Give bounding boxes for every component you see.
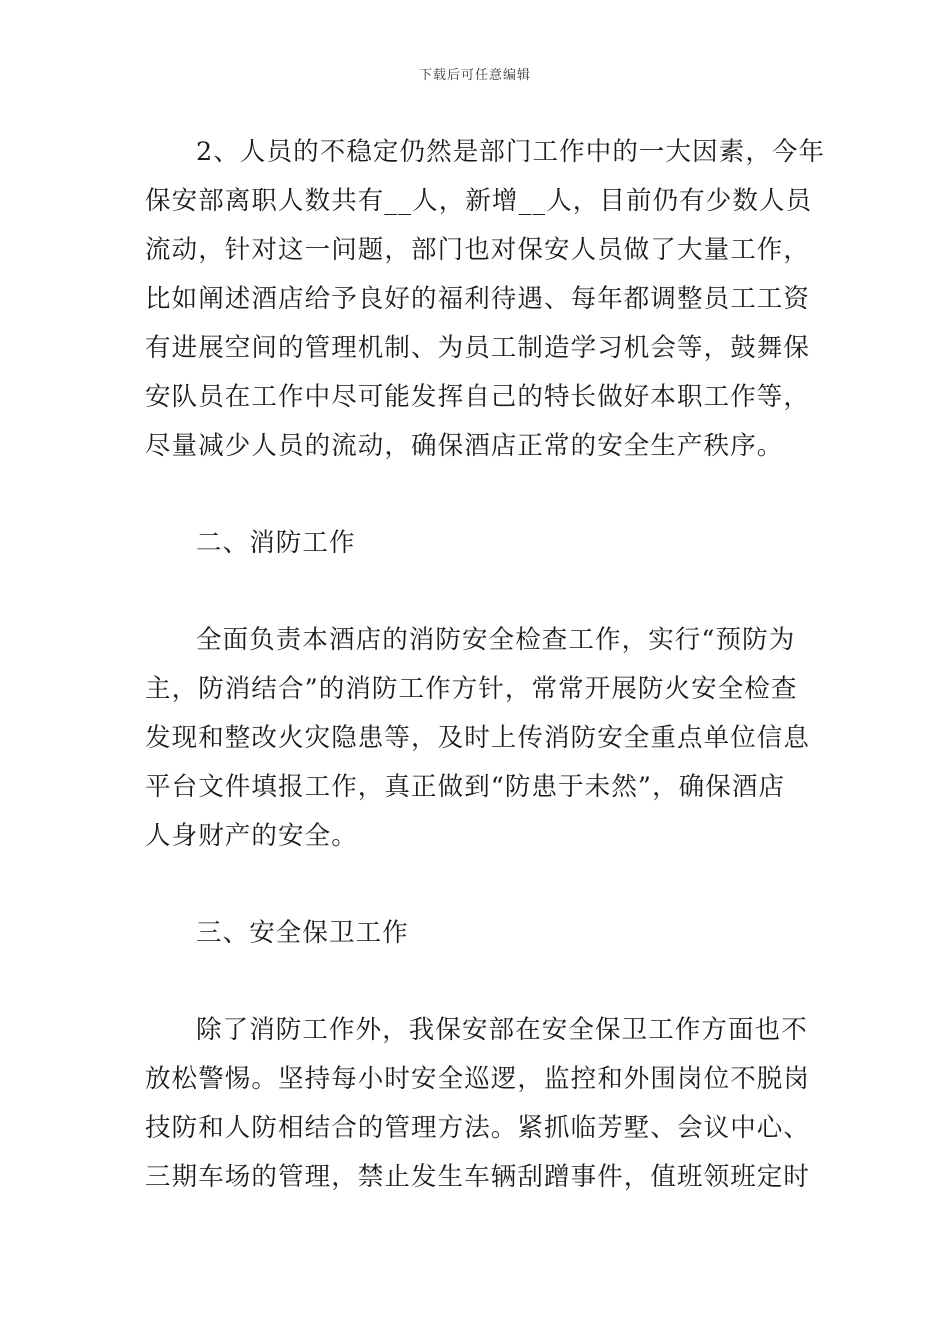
paragraph-fire-safety — [145, 616, 810, 861]
text-line: 安队员在工作中尽可能发挥自己的特长做好本职工作等， — [145, 382, 811, 412]
paragraph-security — [145, 1006, 810, 1202]
text-line: 尽量减少人员的流动，确保酒店正常的安全生产秩序。 — [145, 431, 784, 461]
paragraph-gap — [145, 471, 810, 519]
text-line: 除了消防工作外，我保安部在安全保卫工作方面也不 — [196, 1015, 808, 1045]
text-line: 比如阐述酒店给予良好的福利待遇、每年都调整员工工资 — [145, 284, 811, 314]
paragraph-gap — [145, 861, 810, 909]
paragraph-gap — [145, 568, 810, 616]
text-line: 三期车场的管理，禁止发生车辆刮蹭事件，值班领班定时 — [145, 1162, 811, 1192]
heading-text: 三、安全保卫工作 — [196, 918, 409, 948]
text-line: 放松警惕。坚持每小时安全巡逻，监控和外围岗位不脱岗 — [145, 1064, 811, 1094]
paragraph-staff-stability — [145, 128, 826, 471]
page-header: 下载后可任意编辑 — [418, 68, 531, 83]
text-line: 技防和人防相结合的管理方法。紧抓临芳墅、会议中心、 — [145, 1113, 811, 1143]
text-line: 发现和整改火灾隐患等，及时上传消防安全重点单位信息 — [145, 723, 811, 753]
text-line: 平台文件填报工作，真正做到“防患于未然”，确保酒店 — [145, 772, 786, 802]
paragraph-gap — [145, 958, 810, 1006]
text-line: 2、人员的不稳定仍然是部门工作中的一大因素，今年 — [196, 137, 826, 167]
section-heading-security — [145, 909, 810, 958]
heading-text: 二、消防工作 — [196, 528, 356, 558]
text-line: 主，防消结合”的消防工作方针，常常开展防火安全检查 — [145, 674, 798, 704]
text-line: 人身财产的安全。 — [145, 821, 358, 851]
text-line: 全面负责本酒店的消防安全检查工作，实行“预防为 — [196, 625, 796, 655]
section-heading-fire-safety — [145, 519, 810, 568]
text-line: 流动，针对这一问题，部门也对保安人员做了大量工作， — [145, 235, 811, 265]
text-line: 保安部离职人数共有__人，新增__人，目前仍有少数人员 — [145, 186, 813, 216]
document-body — [145, 128, 826, 1202]
text-line: 有进展空间的管理机制、为员工制造学习机会等，鼓舞保 — [145, 333, 811, 363]
